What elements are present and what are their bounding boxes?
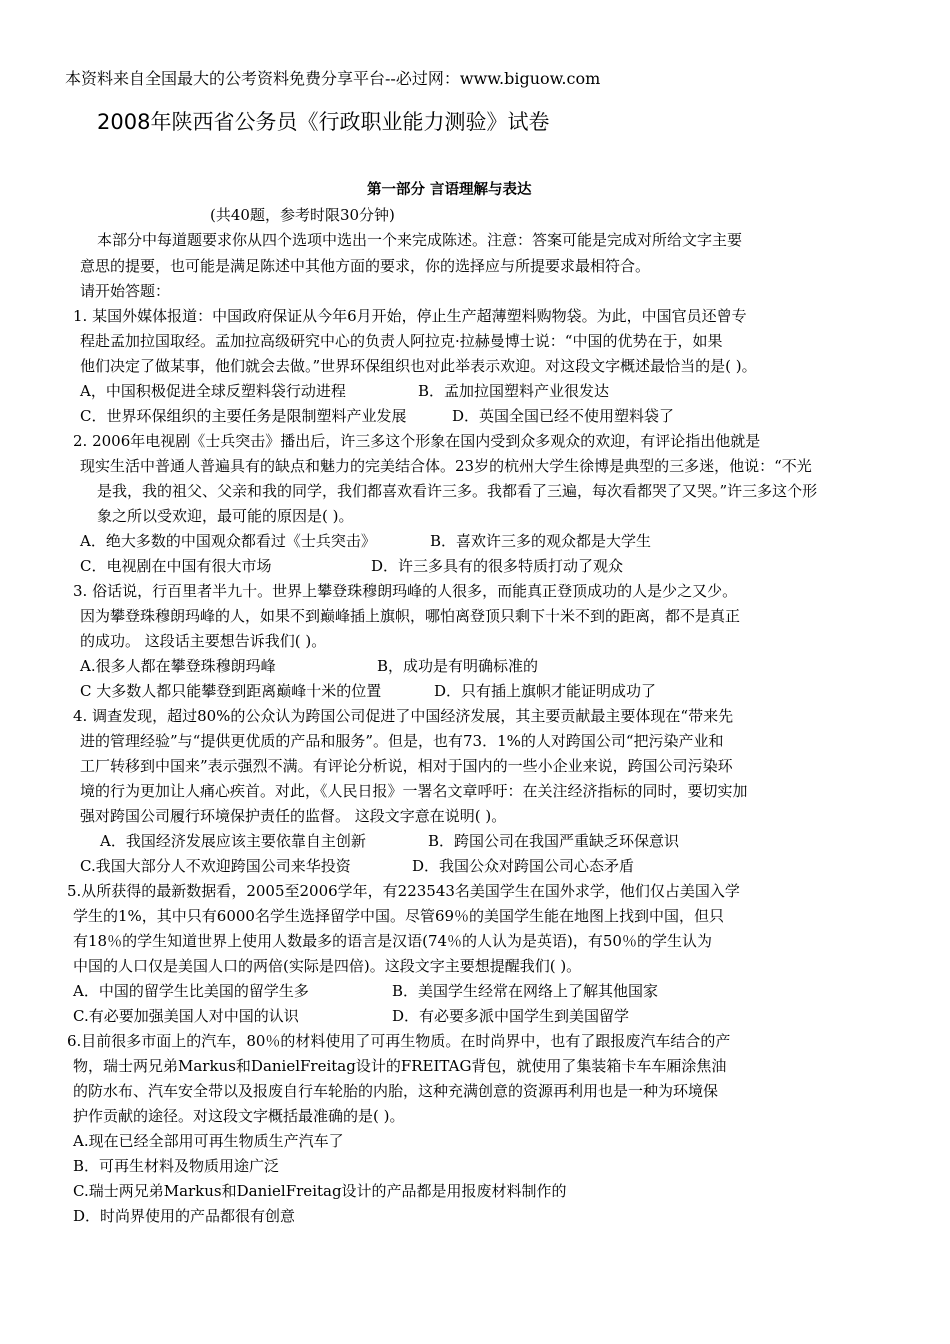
question-2-option-b: B．喜欢许三多的观众都是大学生 xyxy=(430,532,652,550)
question-2-stem: 象之所以受欢迎，最可能的原因是( )。 xyxy=(97,507,354,525)
question-2-stem: 现实生活中普通人普遍具有的缺点和魅力的完美结合体。23岁的杭州大学生徐博是典型的三多迷，他说：“不光 xyxy=(80,457,812,475)
question-5-option-b: B．美国学生经常在网络上了解其他国家 xyxy=(392,982,659,1000)
question-4-stem: 强对跨国公司履行环境保护责任的监督。 这段文字意在说明( )。 xyxy=(80,807,507,825)
question-6-option-d: D．时尚界使用的产品都很有创意 xyxy=(73,1207,296,1225)
question-5-stem: 学生的1%，其中只有6000名学生选择留学中国。尽管69％的美国学生能在地图上找到中国，但只 xyxy=(73,907,725,925)
section-meta: (共40题，参考时限30分钟) xyxy=(210,206,395,224)
section-heading: 第一部分 言语理解与表达 xyxy=(367,181,532,198)
question-6-option-b: B．可再生材料及物质用途广泛 xyxy=(73,1157,280,1175)
question-4-stem: 进的管理经验”与“提供更优质的产品和服务”。但是，也有73．1%的人对跨国公司“把污染产业和 xyxy=(80,732,724,750)
question-5-stem: 5.从所获得的最新数据看，2005至2006学年，有223543名美国学生在国外求学，他们仅占美国入学 xyxy=(67,882,740,900)
document-title: 2008年陕西省公务员《行政职业能力测验》试卷 xyxy=(97,110,550,134)
question-3-option-d: D．只有插上旗帜才能证明成功了 xyxy=(434,682,657,700)
question-2-option-c: C．电视剧在中国有很大市场 xyxy=(80,557,272,575)
intro-line: 意思的提要，也可能是满足陈述中其他方面的要求，你的选择应与所提要求最相符合。 xyxy=(80,257,651,275)
question-1-option-b: B．孟加拉国塑料产业很发达 xyxy=(418,382,610,400)
question-6-stem: 护作贡献的途径。对这段文字概括最准确的是( )。 xyxy=(73,1107,405,1125)
intro-line: 请开始答题： xyxy=(80,282,171,300)
question-3-option-a: A.很多人都在攀登珠穆朗玛峰 xyxy=(80,657,276,675)
question-1-stem: 他们决定了做某事，他们就会去做。”世界环保组织也对此举表示欢迎。对这段文字概述最恰当的是( )。 xyxy=(80,357,757,375)
question-6-stem: 物，瑞士两兄弟Markus和DanielFreitag设计的FREITAG背包，就使用了集装箱卡车车厢涂焦油 xyxy=(73,1057,727,1075)
question-1-option-a: A，中国积极促进全球反塑料袋行动进程 xyxy=(80,382,346,400)
question-3-stem: 的成功。 这段话主要想告诉我们( )。 xyxy=(80,632,327,650)
question-6-option-a: A.现在已经全部用可再生物质生产汽车了 xyxy=(73,1132,344,1150)
intro-line: 本部分中每道题要求你从四个选项中选出一个来完成陈述。注意：答案可能是完成对所给文字主要 xyxy=(97,231,743,249)
question-4-option-b: B．跨国公司在我国严重缺乏环保意识 xyxy=(428,832,680,850)
question-4-option-d: D．我国公众对跨国公司心态矛盾 xyxy=(412,857,635,875)
source-header: 本资料来自全国最大的公考资料免费分享平台--必过网：www.biguow.com xyxy=(65,69,601,88)
question-2-stem: 2. 2006年电视剧《士兵突击》播出后，许三多这个形象在国内受到众多观众的欢迎，有评论指出他就是 xyxy=(73,432,761,450)
question-3-stem: 3. 俗话说，行百里者半九十。世界上攀登珠穆朗玛峰的人很多，而能真正登顶成功的人是少之又少。 xyxy=(73,582,738,600)
question-3-stem: 因为攀登珠穆朗玛峰的人，如果不到巅峰插上旗帜，哪怕离登顶只剩下十米不到的距离，都不是真正 xyxy=(80,607,741,625)
question-6-option-c: C.瑞士两兄弟Markus和DanielFreitag设计的产品都是用报废材料制作的 xyxy=(73,1182,567,1200)
question-2-option-d: D．许三多具有的很多特质打动了观众 xyxy=(371,557,624,575)
question-4-option-a: A．我国经济发展应该主要依靠自主创新 xyxy=(100,832,366,850)
question-1-option-c: C．世界环保组织的主要任务是限制塑料产业发展 xyxy=(80,407,407,425)
question-5-stem: 有18％的学生知道世界上使用人数最多的语言是汉语(74％的人认为是英语)，有50％的学生认为 xyxy=(73,932,712,950)
question-1-stem: 程赴孟加拉国取经。孟加拉高级研究中心的负责人阿拉克·拉赫曼博士说：“中国的优势在于，如果 xyxy=(80,332,723,350)
question-4-stem: 4. 调查发现，超过80%的公众认为跨国公司促进了中国经济发展，其主要贡献最主要体现在“带来先 xyxy=(73,707,734,725)
question-5-option-a: A．中国的留学生比美国的留学生多 xyxy=(73,982,309,1000)
question-2-option-a: A．绝大多数的中国观众都看过《士兵突击》 xyxy=(80,532,376,550)
question-4-stem: 境的行为更加让人痛心疾首。对此，《人民日报》一署名文章呼吁：在关注经济指标的同时，要切实加 xyxy=(80,782,748,800)
question-5-option-d: D．有必要多派中国学生到美国留学 xyxy=(392,1007,630,1025)
question-4-option-c: C.我国大部分人不欢迎跨国公司来华投资 xyxy=(80,857,351,875)
question-4-stem: 工厂转移到中国来”表示强烈不满。有评论分析说，相对于国内的一些小企业来说，跨国公司污染环 xyxy=(80,757,733,775)
question-1-stem: 1. 某国外媒体报道：中国政府保证从今年6月开始，停止生产超薄塑料购物袋。为此，中国官员还曾专 xyxy=(73,307,747,325)
question-5-stem: 中国的人口仅是美国人口的两倍(实际是四倍)。这段文字主要想提醒我们( )。 xyxy=(73,957,582,975)
question-3-option-c: C 大多数人都只能攀登到距离巅峰十米的位置 xyxy=(80,682,382,700)
question-3-option-b: B，成功是有明确标准的 xyxy=(377,657,539,675)
question-6-stem: 的防水布、汽车安全带以及报废自行车轮胎的内胎，这种充满创意的资源再利用也是一种为环境保 xyxy=(73,1082,719,1100)
question-1-option-d: D．英国全国已经不使用塑料袋了 xyxy=(452,407,675,425)
question-5-option-c: C.有必要加强美国人对中国的认识 xyxy=(73,1007,299,1025)
question-6-stem: 6.目前很多市面上的汽车，80％的材料使用了可再生物质。在时尚界中，也有了跟报废汽车结合的产 xyxy=(67,1032,731,1050)
question-2-stem: 是我，我的祖父、父亲和我的同学，我们都喜欢看许三多。我都看了三遍，每次看都哭了又哭。”许三多这个形 xyxy=(97,482,818,500)
